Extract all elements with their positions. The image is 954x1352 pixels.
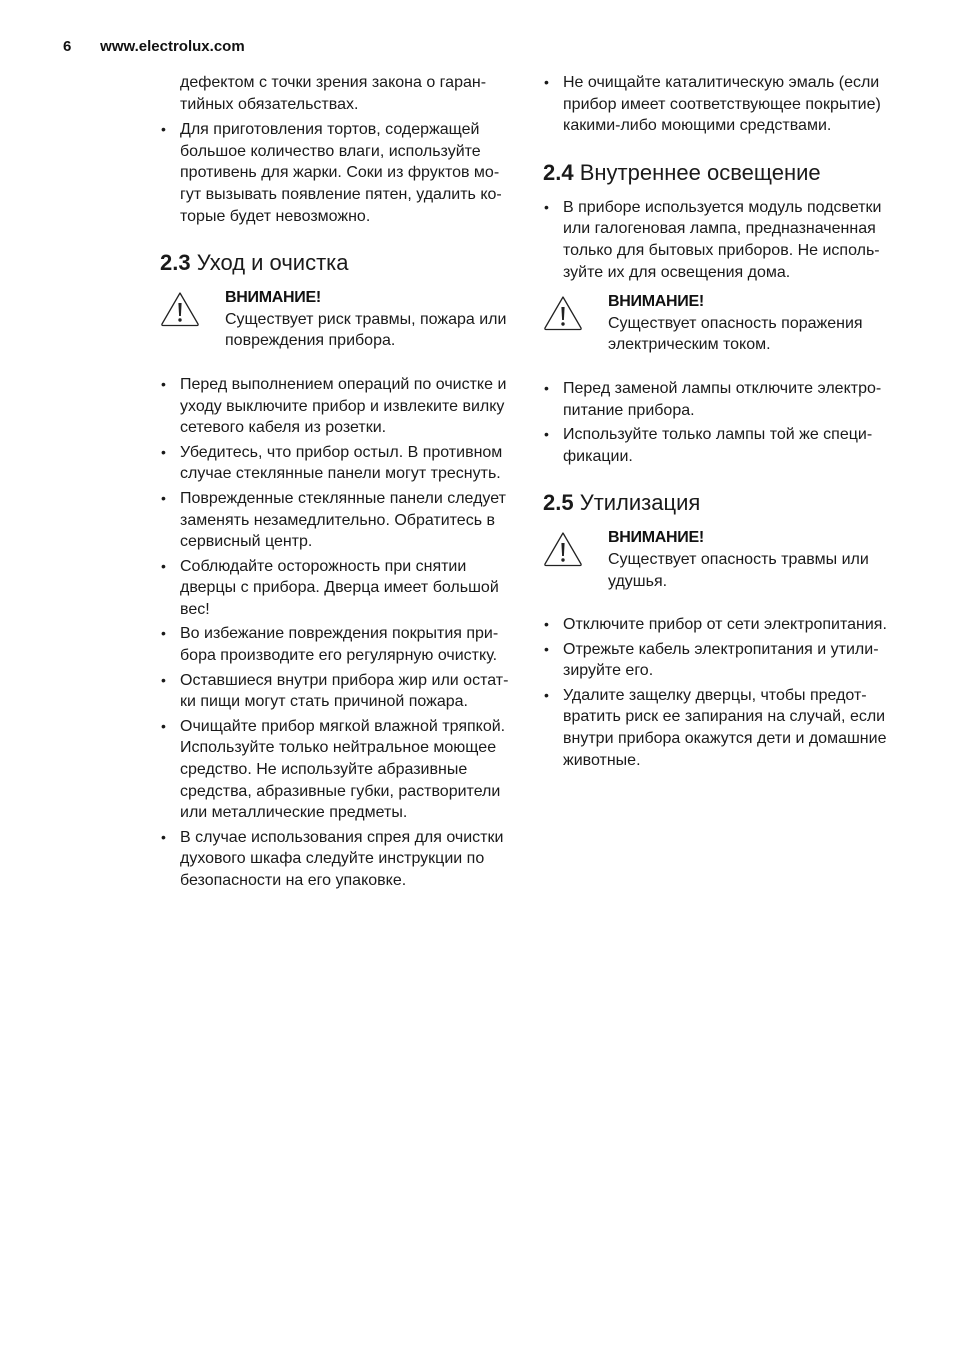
list-item: • Соблюдайте осторожность при снятии дверцы с прибора. Дверца имеет большой вес! <box>161 557 499 618</box>
list-item: • Убедитесь, что прибор остыл. В противном случае стеклянные панели могут треснуть. <box>161 443 503 483</box>
section-title-2-3 <box>160 249 520 277</box>
bullet-icon: • <box>161 443 166 460</box>
section-title-2-4 <box>543 159 903 187</box>
warning-label: ВНИМАНИЕ! <box>225 289 321 307</box>
intro-bullet-list <box>543 72 903 137</box>
warning-label: ВНИМАНИЕ! <box>608 529 704 547</box>
warning-triangle-icon <box>160 291 200 327</box>
list-item: • Во избежание повреждения покрытия при-бора производите его регулярную очистку. <box>161 625 499 665</box>
lighting-bullet-list <box>543 197 903 283</box>
warning-text: Существует опасность травмы или удушья. <box>608 550 869 590</box>
bullet-icon: • <box>161 489 166 506</box>
section-number: 2.3 <box>160 250 191 276</box>
left-column <box>160 72 520 895</box>
list-item: • Поврежденные стеклянные панели следует заменять незамедлительно. Обратитесь в сервисный центр. <box>161 489 506 551</box>
list-item: • Не очищайте каталитическую эмаль (если прибор имеет соответствующее покрытие) какими-либо моющими средствами. <box>544 74 881 135</box>
warning-block <box>543 527 903 592</box>
list-item: • Очищайте прибор мягкой влажной тряпкой. Используйте только нейтральное моющее средство. Не используйте абразивные средства, абразивные губки, растворители или металлические предметы. <box>161 717 506 822</box>
intro-bullet-list <box>160 119 520 227</box>
list-item: • Отключите прибор от сети электропитания. <box>543 614 903 636</box>
bullet-icon: • <box>544 379 549 396</box>
care-bullet-list <box>160 374 520 892</box>
warning-text: Существует опасность поражения электрическим током. <box>608 314 863 354</box>
bullet-icon: • <box>161 375 166 392</box>
warning-block <box>543 291 903 356</box>
lamp-bullet-list <box>543 378 903 467</box>
page-number: 6 <box>63 38 72 55</box>
list-item: • Удалите защелку дверцы, чтобы предот-вратить риск ее запирания на случай, если внутри прибора окажутся дети и домашние животные. <box>544 686 887 769</box>
list-item: • Оставшиеся внутри прибора жир или остат-ки пищи могут стать причиной пожара. <box>161 671 509 711</box>
bullet-icon: • <box>544 426 549 443</box>
site-url: www.electrolux.com <box>100 38 245 55</box>
section-number: 2.4 <box>543 159 574 185</box>
section-title-2-5 <box>543 489 903 517</box>
warning-label: ВНИМАНИЕ! <box>608 293 704 311</box>
section-title-text: Внутреннее освещение <box>579 159 821 185</box>
bullet-icon: • <box>544 640 549 657</box>
section-title-text: Утилизация <box>579 490 701 516</box>
continuation-text: дефектом с точки зрения закона о гаран-тийных обязательствах. <box>180 74 487 113</box>
bullet-icon: • <box>544 686 549 703</box>
warning-text: Существует риск травмы, пожара или повреждения прибора. <box>225 310 507 350</box>
list-item: • В случае использования спрея для очистки духового шкафа следуйте инструкции по безопасности на его упаковке. <box>161 828 504 889</box>
warning-block <box>160 287 520 352</box>
list-item: • Отрежьте кабель электропитания и утили-зируйте его. <box>544 640 879 680</box>
right-column <box>543 72 903 774</box>
section-number: 2.5 <box>543 490 574 516</box>
bullet-icon: • <box>544 74 549 90</box>
bullet-icon: • <box>544 198 549 215</box>
section-title-text: Уход и очистка <box>196 250 349 276</box>
bullet-icon: • <box>161 557 166 574</box>
warning-triangle-icon <box>543 531 583 567</box>
bullet-icon: • <box>161 625 166 642</box>
bullet-icon: • <box>161 717 166 734</box>
list-item: • В приборе используется модуль подсветки или галогеновая лампа, предназначенная только для бытовых приборов. Не исполь-зуйте их для освещения дома. <box>544 198 882 281</box>
disposal-bullet-list <box>543 614 903 771</box>
bullet-icon: • <box>161 121 166 138</box>
list-item: • Для приготовления тортов, содержащей большое количество влаги, используйте противень для жарки. Соки из фруктов мо-гут вызывать появление пятен, удалить ко-торые будет невозможно. <box>161 121 502 225</box>
list-item: • Перед заменой лампы отключите электро-питание прибора. <box>544 379 882 419</box>
bullet-icon: • <box>161 671 166 688</box>
bullet-icon: • <box>544 616 549 633</box>
bullet-icon: • <box>161 828 166 845</box>
page-header <box>63 38 245 55</box>
list-item: • Используйте только лампы той же специ-фикации. <box>544 426 873 465</box>
list-item: • Перед выполнением операций по очистке и уходу выключите прибор и извлеките вилку сетевого кабеля из розетки. <box>161 375 507 437</box>
warning-triangle-icon <box>543 295 583 331</box>
